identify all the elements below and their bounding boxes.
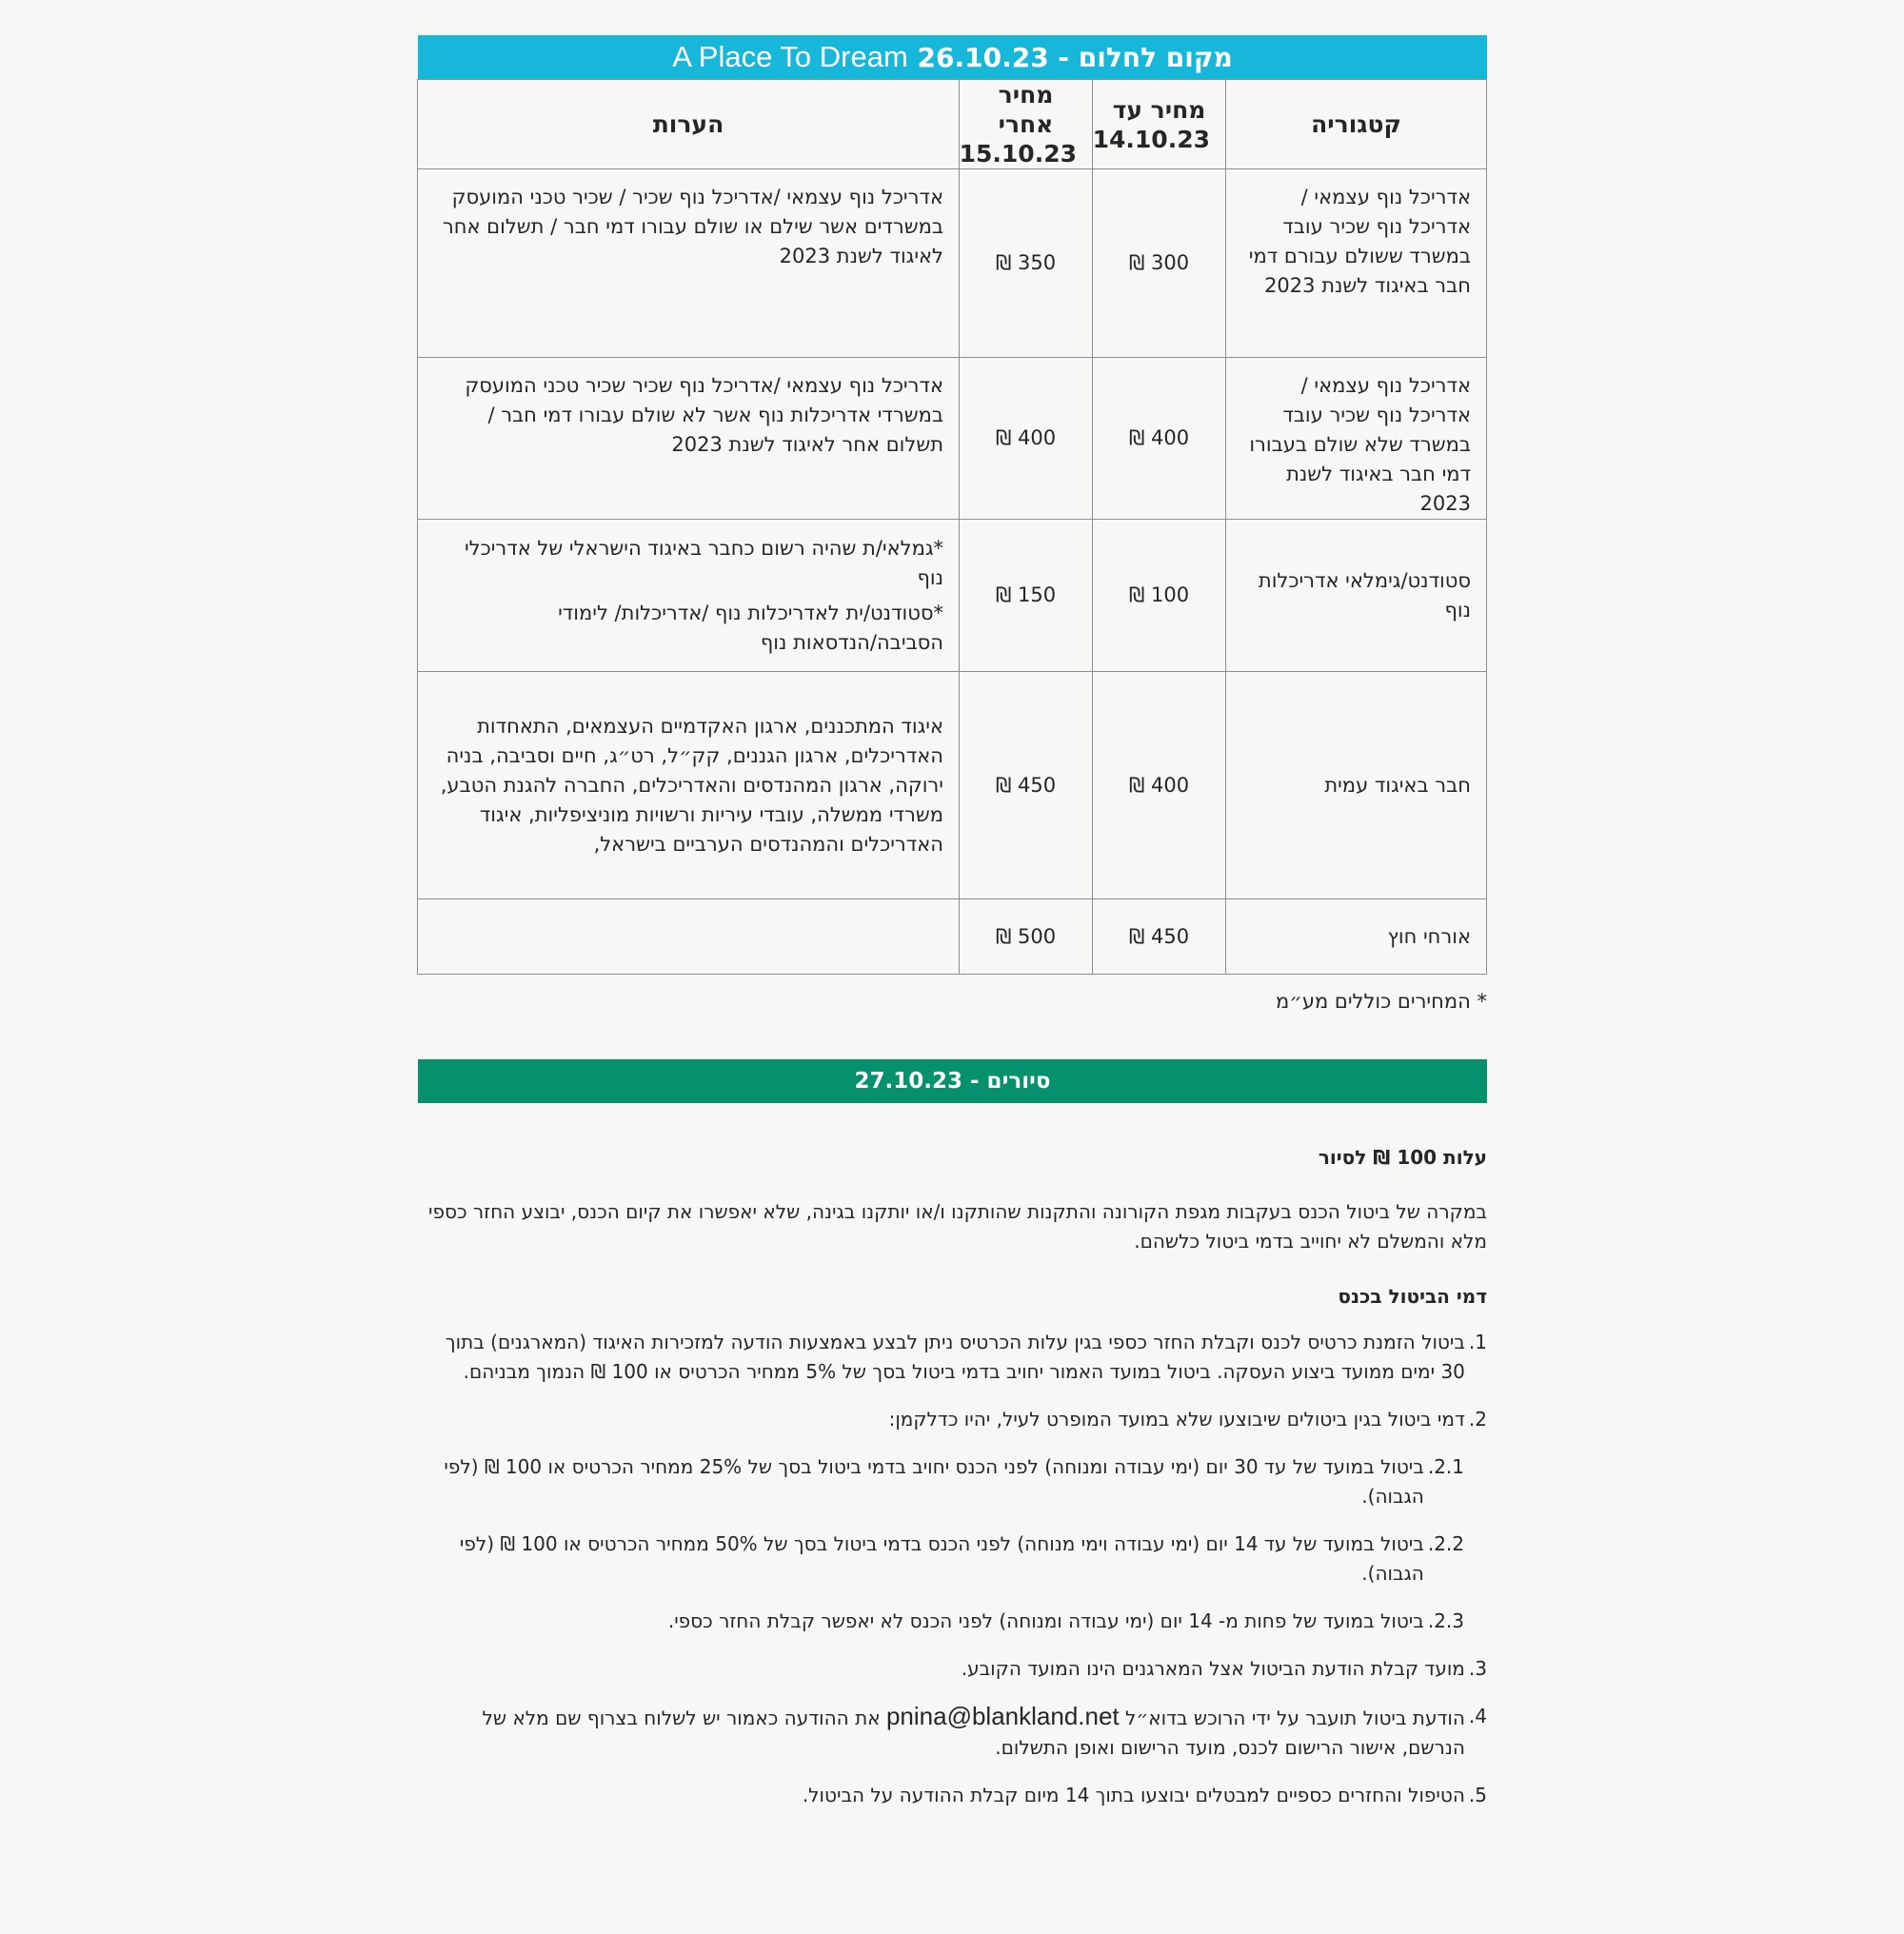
list-item	[418, 1328, 1487, 1387]
row-price-after: 450 ₪	[960, 672, 1093, 899]
row-notes	[418, 899, 960, 975]
row-price-after: 400 ₪	[960, 358, 1093, 520]
list-text: מועד קבלת הודעת הביטול אצל המארגנים הינו המועד הקובע.	[961, 1657, 1465, 1680]
event-title-en: A Place To Dream	[672, 40, 908, 73]
table-row	[418, 899, 1487, 975]
header-price-until: מחיר עד 14.10.23	[1093, 80, 1226, 169]
row-category: אדריכל נוף עצמאי / אדריכל נוף שכיר עובד במשרד שלא שולם בעבורו דמי חבר באיגוד לשנת 2023	[1226, 358, 1487, 520]
list-number: 5.	[1468, 1784, 1487, 1806]
list-number: 1.	[1468, 1331, 1487, 1353]
row-notes	[418, 358, 960, 520]
covid-note: במקרה של ביטול הכנס בעקבות מגפת הקורונה והתקנות שהותקנו ו/או יותקנו בגינה, שלא יאפשרו את קיום הכנס, יבוצע החזר כספי מלא והמשלם לא יחוייב בדמי ביטול כלשהם.	[428, 1200, 1487, 1253]
header-category: קטגוריה	[1226, 80, 1487, 169]
list-number: 2.2.	[1427, 1532, 1464, 1555]
list-text: ביטול הזמנת כרטיס לכנס וקבלת החזר כספי בגין עלות הכרטיס ניתן לבצע באמצעות הודעה למזכירות האיגוד (המארגנים) בתוך 30 ימים ממועד ביצוע העסקה. ביטול במועד האמור יחויב בדמי ביטול בסך של 5% ממחיר הכרטיס או 100 ₪ הנמוך מבניהם.	[445, 1331, 1465, 1383]
contact-email[interactable]: pnina@blankland.net	[885, 1702, 1120, 1730]
list-number: 4.	[1468, 1705, 1487, 1727]
tours-section	[418, 1143, 1487, 1810]
row-note: *גמלאי/ת שהיה רשום כחבר באיגוד הישראלי של אדריכלי נוף	[464, 536, 943, 589]
list-number: 2.3.	[1427, 1609, 1464, 1632]
header-price-after: מחיר אחרי 15.10.23	[960, 80, 1093, 169]
list-item	[418, 1654, 1487, 1684]
list-item	[441, 1529, 1464, 1589]
row-notes	[418, 520, 960, 672]
list-text: הטיפול והחזרים כספיים למבטלים יבוצעו בתוך 14 מיום קבלת ההודעה על הביטול.	[802, 1784, 1465, 1806]
row-price-until: 400 ₪	[1093, 358, 1226, 520]
list-text: ביטול במועד של עד 30 יום (ימי עבודה ומנוחה) לפני הכנס יחויב בדמי ביטול בסך של 25% ממחיר הכרטיס או 100 ₪ (לפי הגבוה).	[444, 1455, 1424, 1508]
event-title-he: מקום לחלום - 26.10.23	[917, 42, 1233, 73]
list-text	[426, 1702, 1465, 1763]
table-row	[418, 672, 1487, 899]
price-table	[417, 79, 1487, 975]
table-row	[418, 169, 1487, 358]
row-price-until: 300 ₪	[1093, 169, 1226, 358]
row-note: איגוד המתכננים, ארגון האקדמיים העצמאים, התאחדות האדריכלים, ארגון הגננים, קק״ל, רט״ג, חיים וסביבה, בניה ירוקה, ארגון המהנדסים והאדריכלים, החברה להגנת הטבע, משרדי ממשלה, עובדי עיריות ורשויות מוניציפליות, איגוד האדריכלים והמהנדסים הערביים בישראל,	[440, 714, 943, 856]
document	[418, 35, 1487, 1810]
list-text: דמי ביטול בגין ביטולים שיבוצעו שלא במועד המופרט לעיל, יהיו כדלקמן:	[888, 1408, 1465, 1431]
cancel-fees-title: דמי הביטול בכנס	[1338, 1285, 1487, 1308]
header-notes: הערות	[418, 80, 960, 169]
tour-cost: עלות 100 ₪ לסיור	[1318, 1146, 1487, 1169]
list-number: 2.	[1468, 1408, 1487, 1431]
table-row	[418, 520, 1487, 672]
row-category: סטודנט/גימלאי אדריכלות נוף	[1226, 520, 1487, 672]
row-category: אדריכל נוף עצמאי / אדריכל נוף שכיר עובד במשרד ששולם עבורם דמי חבר באיגוד לשנת 2023	[1226, 169, 1487, 358]
list-text-part: הודעת ביטול תועבר על ידי הרוכש בדוא״ל	[1125, 1707, 1465, 1729]
list-item	[426, 1702, 1487, 1763]
row-note: *סטודנט/ית לאדריכלות נוף /אדריכלות/ לימודי הסביבה/הנדסאות נוף	[558, 601, 943, 654]
row-price-after: 500 ₪	[960, 899, 1093, 975]
row-category: חבר באיגוד עמית	[1226, 672, 1487, 899]
table-row	[418, 358, 1487, 520]
row-price-until: 100 ₪	[1093, 520, 1226, 672]
row-price-until: 400 ₪	[1093, 672, 1226, 899]
event-title-bar	[418, 35, 1487, 79]
list-number: 2.1.	[1427, 1455, 1464, 1478]
list-text-part: את ההודעה כאמור יש לשלוח בצרוף שם מלא של הנרשם, אישור הרישום לכנס, מועד הרישום ואופן התשלום.	[482, 1707, 1465, 1759]
vat-footnote: * המחירים כוללים מע״מ	[1276, 990, 1487, 1013]
list-item	[418, 1405, 1487, 1434]
row-note: אדריכל נוף עצמאי /אדריכל נוף שכיר שכיר טכני המועסק במשרדי אדריכלות נוף אשר לא שולם עבורו דמי חבר / תשלום אחר לאיגוד לשנת 2023	[465, 374, 943, 456]
row-price-after: 150 ₪	[960, 520, 1093, 672]
table-header-row	[418, 80, 1487, 169]
list-item	[418, 1781, 1487, 1810]
list-text: ביטול במועד של עד 14 יום (ימי עבודה וימי מנוחה) לפני הכנס בדמי ביטול בסך של 50% ממחיר הכרטיס או 100 ₪ (לפי הגבוה).	[459, 1532, 1424, 1585]
row-notes	[418, 672, 960, 899]
row-note: אדריכל נוף עצמאי /אדריכל נוף שכיר / שכיר טכני המועסק במשרדים אשר שילם או שולם עבורו דמי חבר / תשלום אחר לאיגוד לשנת 2023	[442, 186, 943, 267]
row-notes	[418, 169, 960, 358]
row-category: אורחי חוץ	[1226, 899, 1487, 975]
list-number: 3.	[1468, 1657, 1487, 1680]
row-price-until: 450 ₪	[1093, 899, 1226, 975]
tours-title-bar: סיורים - 27.10.23	[418, 1059, 1487, 1103]
list-item	[426, 1452, 1464, 1511]
list-item	[418, 1607, 1464, 1636]
list-text: ביטול במועד של פחות מ- 14 יום (ימי עבודה ומנוחה) לפני הכנס לא יאפשר קבלת החזר כספי.	[667, 1609, 1424, 1632]
row-price-after: 350 ₪	[960, 169, 1093, 358]
